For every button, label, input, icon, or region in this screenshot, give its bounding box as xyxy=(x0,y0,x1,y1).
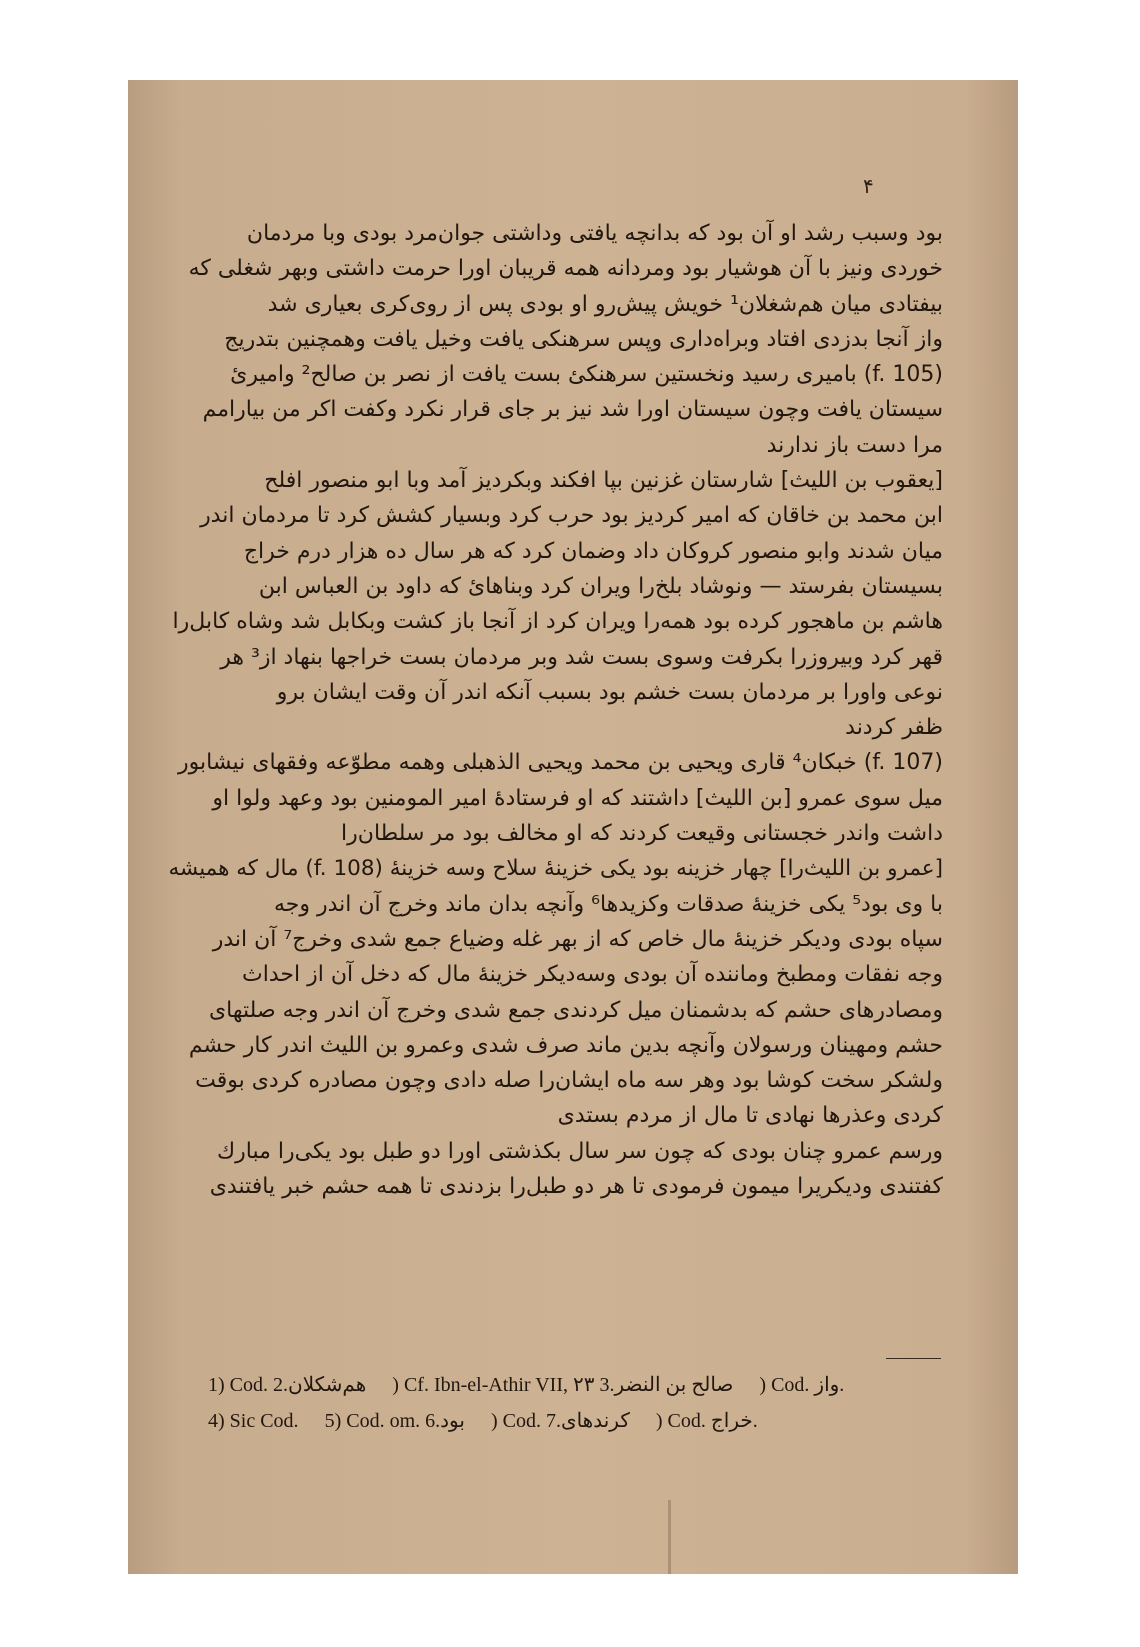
text-line: [عمرو بن اللیث‌را] چهار خزینه بود یکی خزینهٔ سلاح وسه خزینهٔ (f. 108) مال که همیشه xyxy=(168,856,943,882)
text-line: وجه نفقات ومطبخ وماننده آن بودی وسه‌دیکر خزینهٔ مال که دخل آن از احداث xyxy=(242,962,943,988)
text-line: هاشم بن ماهجور کرده بود همه‌را ویران کرد از آنجا باز کشت وبکابل شد وشاه کابل‌را xyxy=(172,609,943,635)
footnote-line xyxy=(168,1367,943,1403)
text-line: با وی بود⁵ یکی خزینهٔ صدقات وکزیدها⁶ وآنچه بدان ماند وخرج آن اندر وجه xyxy=(273,891,943,917)
text-line: خوردی ونیز با آن هوشیار بود ومردانه همه قریبان اورا حرمت داشتی وبهر شغلی که xyxy=(188,256,943,282)
text-line: واز آنجا بدزدی افتاد وبراه‌داری وپس سرهنکی یافت وخیل یافت وهمچنین بتدریج xyxy=(224,326,943,352)
text-line: ظفر کردند xyxy=(845,715,943,741)
text-line: سیستان یافت وچون سیستان اورا شد نیز بر جای قرار نکرد وکفت اکر من بیارامم xyxy=(202,397,943,423)
text-line: بسیستان بفرستد — ونوشاد بلخ‌را ویران کرد وبناهائ که داود بن العباس ابن xyxy=(258,573,943,599)
scanned-page xyxy=(128,80,1018,1574)
text-line: بیفتادی میان هم‌شغلان¹ خویش پیش‌رو او بودی پس از روی‌کری بعیاری شد xyxy=(267,291,943,317)
text-line: ولشکر سخت کوشا بود وهر سه ماه ایشان‌را صله دادی وچون مصادره کردی بوقت xyxy=(195,1068,943,1094)
text-line: کردی وعذرها نهادی تا مال از مردم بستدی xyxy=(557,1103,943,1129)
footnote: 1) Cod. هم‌شکلان. xyxy=(208,1374,367,1396)
text-line: نوعی واورا بر مردمان بست خشم بود بسبب آنکه اندر آن وقت ایشان برو xyxy=(276,679,943,705)
text-line: سپاه بودی ودیکر خزینهٔ مال خاص که از بهر غله وضیاع جمع شدی وخرج⁷ آن اندر xyxy=(212,926,943,952)
footnote-line xyxy=(168,1403,943,1439)
footnote: 7) Cod. خراج. xyxy=(545,1410,758,1432)
text-line: مرا دست باز ندارند xyxy=(766,432,943,458)
page-number: ۴ xyxy=(863,174,874,198)
text-line: داشت واندر خجستانی وقیعت کردند که او مخالف بود مر سلطان‌را xyxy=(341,821,943,847)
footnote: 2) Cf. Ibn-el-Athir VII, ۲۳ صالح بن النضر. xyxy=(273,1374,734,1396)
text-line: [یعقوب بن اللیث] شارستان غزنین بپا افکند وبکردیز آمد وبا ابو منصور افلح xyxy=(264,468,943,494)
text-line: ابن محمد بن خاقان که امیر کردیز بود حرب کرد وبسیار کشش کرد تا مردمان اندر xyxy=(200,503,943,529)
text-line: قهر کرد وبیروزرا بکرفت وسوی بست شد وبر مردمان بست خراجها بنهاد از³ هر xyxy=(220,644,943,670)
text-line: (f. 107) خبکان⁴ قاری ویحیی بن محمد ویحیی الذهبلی وهمه مطوّعه وفقهای نیشابور xyxy=(178,750,943,776)
text-line: حشم ومهینان ورسولان وآنچه بدین ماند صرف شدی وعمرو بن اللیث اندر کار حشم xyxy=(188,1032,943,1058)
text-line: بود وسبب رشد او آن بود که بدانچه یافتی وداشتی جوان‌مرد بودی وبا مردمان xyxy=(246,221,943,246)
footnote: 4) Sic Cod. xyxy=(208,1410,299,1432)
text-line: ورسم عمرو چنان بودی که چون سر سال بکذشتی اورا دو طبل بود یکی‌را مبارك xyxy=(217,1138,943,1164)
binding-shadow xyxy=(668,1500,671,1574)
body-text xyxy=(168,216,943,1204)
footnotes xyxy=(168,1367,943,1439)
text-line: کفتندی ودیکریرا میمون فرمودی تا هر دو طبل‌را بزدندی تا همه حشم خبر یافتندی xyxy=(209,1174,943,1200)
footnote: 5) Cod. om. بود. xyxy=(324,1410,465,1432)
text-line: میل سوی عمرو [بن اللیث] داشتند که او فرستادهٔ امیر المومنین بود وعهد ولوا او xyxy=(212,785,943,811)
footnote: 3) Cod. واز. xyxy=(599,1374,845,1396)
footnote-divider xyxy=(886,1358,941,1359)
text-line: ومصادرهای حشم که بدشمنان میل کردندی جمع شدی وخرج آن اندر وجه صلتهای xyxy=(208,997,943,1023)
footnote: 6) Cod. کرندهای. xyxy=(425,1410,630,1432)
text-line: (f. 105) بامیری رسید ونخستین سرهنکئ بست یافت از نصر بن صالح² وامیرئ xyxy=(230,362,943,388)
text-line: میان شدند وابو منصور کروکان داد وضمان کرد که هر سال ده هزار درم خراج xyxy=(243,538,943,564)
